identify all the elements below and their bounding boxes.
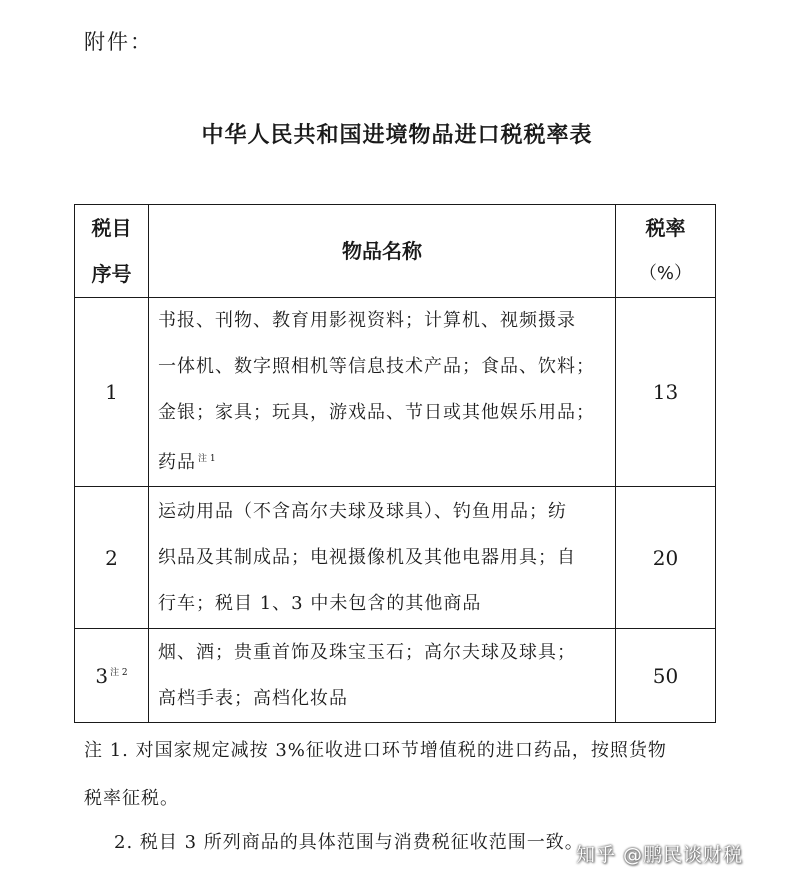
footnote-1-line-2: 税率征税。 [84, 788, 179, 809]
tax-rate-table [74, 204, 716, 723]
header-tax-rate-line2: （%） [638, 263, 693, 284]
row-rate: 13 [616, 298, 716, 487]
row-item-line: 织品及其制成品；电视摄像机及其他电器用具；自 [158, 546, 576, 568]
row-item-line: 书报、刊物、教育用影视资料；计算机、视频摄录 [158, 310, 576, 331]
header-tax-rate-line1: 税率 [645, 216, 686, 240]
table-row [75, 298, 716, 487]
header-item-name: 物品名称 [149, 205, 616, 298]
row-number-cell [75, 629, 149, 723]
header-tax-item-number [75, 205, 149, 298]
attachment-label: 附件： [84, 30, 153, 54]
table-row [75, 629, 716, 723]
table-row [75, 487, 716, 629]
table-header-row [75, 205, 716, 298]
row-item-line: 金银；家具；玩具，游戏品、节日或其他娱乐用品； [158, 402, 595, 423]
footnote-2: 2. 税目 3 所列商品的具体范围与消费税征收范围一致。 [114, 832, 584, 853]
row-item-line-text: 药品 [158, 452, 196, 473]
row-items [149, 487, 616, 629]
header-tax-item-number-line1: 税目 [91, 216, 132, 240]
row-item-line: 烟、酒；贵重首饰及珠宝玉石；高尔夫球及球具； [158, 641, 576, 663]
row-items [149, 629, 616, 723]
row-item-line [158, 436, 607, 486]
document-title: 中华人民共和国进境物品进口税税率表 [201, 123, 593, 148]
watermark: 知乎 @鹏民谈财税 [576, 844, 744, 866]
footnote-marker: 注 2 [110, 667, 128, 678]
row-item-line: 一体机、数字照相机等信息技术产品；食品、饮料； [158, 356, 595, 377]
row-number: 3 [95, 663, 109, 688]
row-item-line: 行车；税目 1、3 中未包含的其他商品 [158, 592, 482, 614]
row-item-line: 运动用品（不含高尔夫球及球具）、钓鱼用品；纺 [158, 500, 567, 522]
row-number: 1 [75, 298, 149, 487]
row-items [149, 298, 616, 487]
header-tax-item-number-line2: 序号 [91, 262, 132, 286]
row-rate: 20 [616, 487, 716, 629]
row-rate: 50 [616, 629, 716, 723]
footnote-1-line-1: 注 1. 对国家规定减按 3%征收进口环节增值税的进口药品，按照货物 [84, 740, 667, 761]
header-tax-rate [616, 205, 716, 298]
footnote-marker: 注 1 [198, 454, 216, 464]
row-number: 2 [75, 487, 149, 629]
row-item-line: 高档手表；高档化妆品 [158, 687, 348, 709]
